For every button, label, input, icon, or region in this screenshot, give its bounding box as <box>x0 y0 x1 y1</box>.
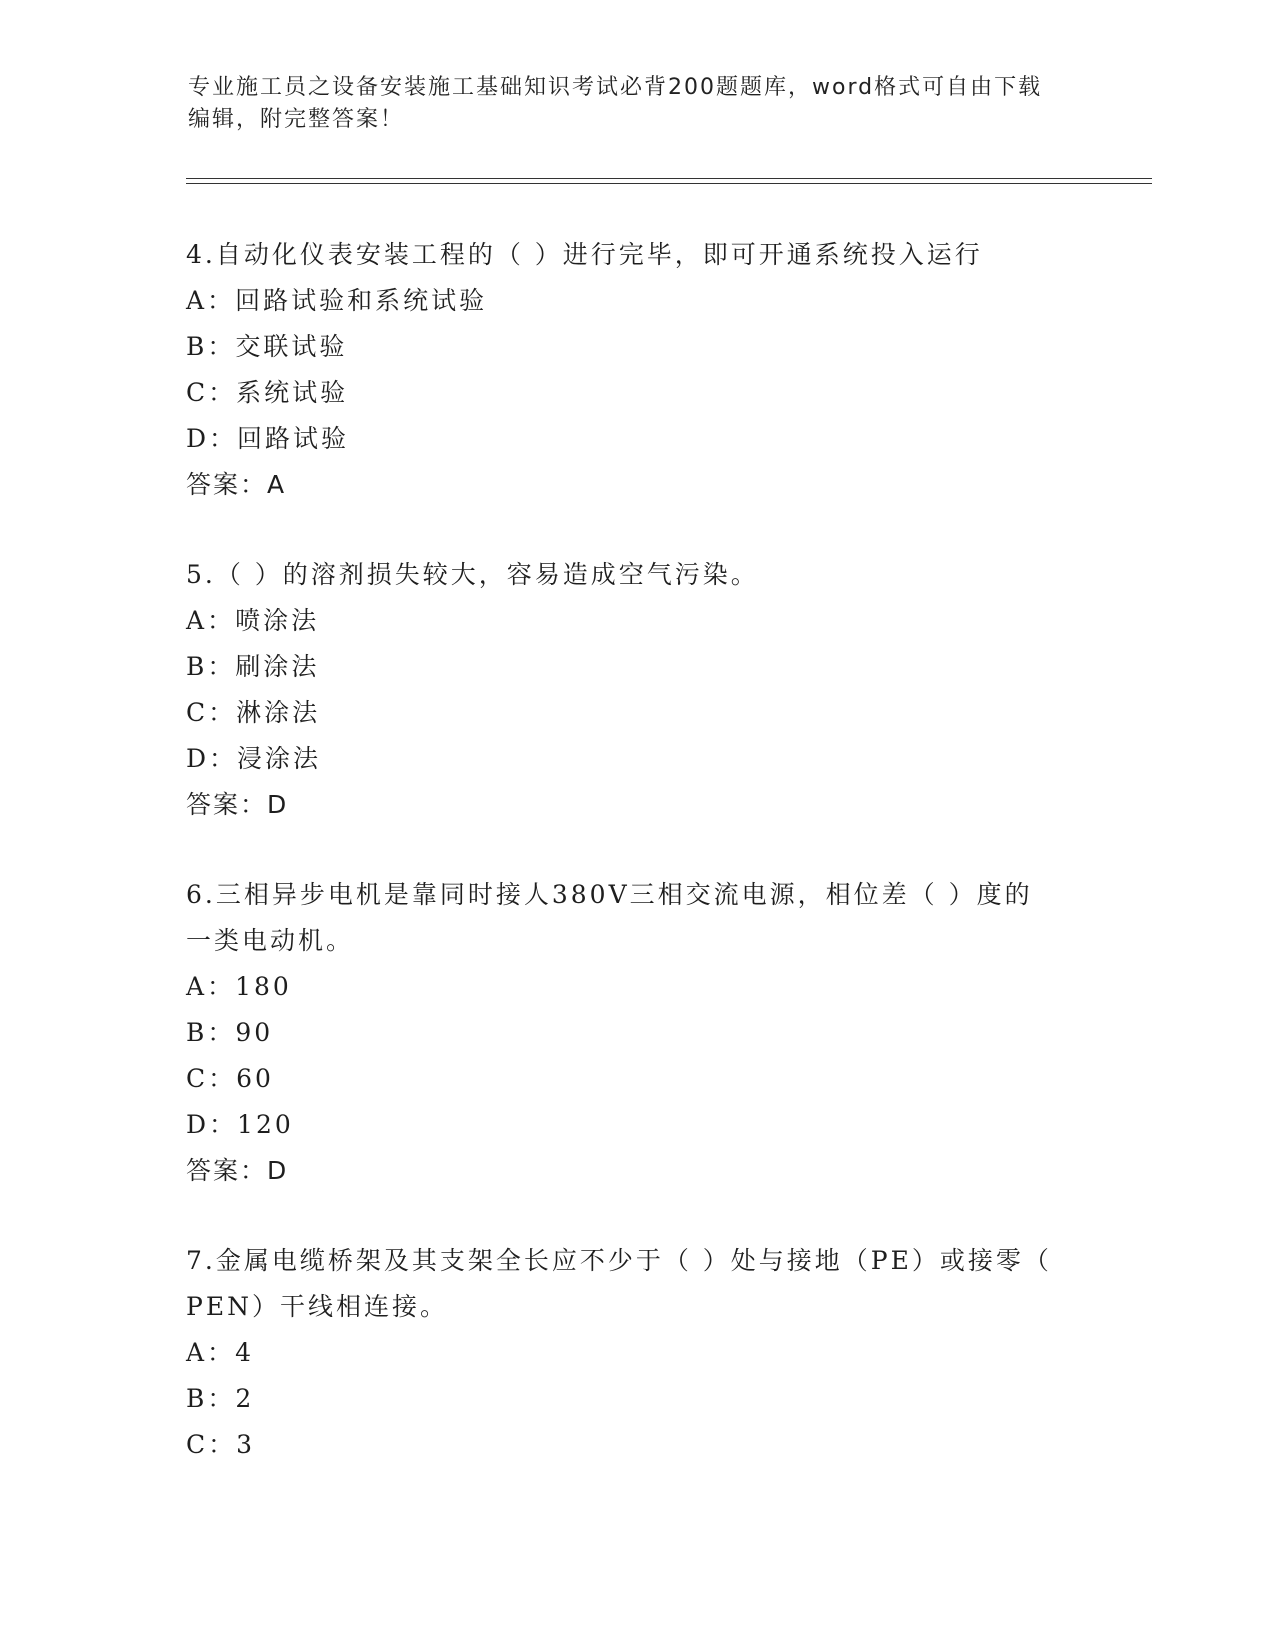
header-divider-top <box>186 178 1152 179</box>
option-text: 120 <box>237 1110 294 1139</box>
option-key: A： <box>186 286 236 315</box>
option-key: D： <box>186 744 238 773</box>
answer-line: 答案：D <box>186 790 289 819</box>
option-text: 90 <box>235 1018 274 1047</box>
question-stem-line-1: 7.金属电缆桥架及其支架全长应不少于（ ）处与接地（PE）或接零（ <box>186 1246 1052 1275</box>
option-d <box>186 736 1086 782</box>
question-stem: 4.自动化仪表安装工程的（ ）进行完毕，即可开通系统投入运行 <box>186 240 983 269</box>
question-stem: 5.（ ）的溶剂损失较大，容易造成空气污染。 <box>186 560 759 589</box>
option-text: 180 <box>235 972 292 1001</box>
option-c <box>186 1056 1086 1102</box>
option-key: C： <box>186 1430 237 1459</box>
option-key: A： <box>186 606 236 635</box>
document-header <box>188 72 1088 136</box>
option-key: C： <box>186 378 237 407</box>
option-b <box>186 1010 1086 1056</box>
option-c <box>186 690 1086 736</box>
question-5 <box>186 552 1086 828</box>
option-text: 淋涂法 <box>236 698 321 727</box>
option-key: D： <box>186 424 238 453</box>
header-title-line-1: 专业施工员之设备安装施工基础知识考试必背200题题库，word格式可自由下载 <box>188 75 1043 100</box>
question-6 <box>186 872 1086 1194</box>
option-key: B： <box>186 652 236 681</box>
header-title-line-2: 编辑，附完整答案！ <box>188 107 405 132</box>
option-text: 4 <box>235 1338 254 1367</box>
question-7 <box>186 1238 1086 1468</box>
option-a <box>186 278 1086 324</box>
option-text: 3 <box>236 1430 256 1459</box>
option-text: 回路试验 <box>237 424 350 453</box>
option-key: C： <box>186 1064 237 1093</box>
option-text: 系统试验 <box>236 378 349 407</box>
option-d <box>186 1102 1086 1148</box>
option-d <box>186 416 1086 462</box>
question-4 <box>186 232 1086 508</box>
answer-line: 答案：A <box>186 470 287 499</box>
option-key: C： <box>186 698 237 727</box>
option-c <box>186 1422 1086 1468</box>
option-key: B： <box>186 1384 236 1413</box>
option-text: 交联试验 <box>235 332 348 361</box>
option-c <box>186 370 1086 416</box>
option-key: B： <box>186 1018 236 1047</box>
option-key: B： <box>186 332 236 361</box>
question-stem-line-1: 6.三相异步电机是靠同时接人380V三相交流电源，相位差（ ）度的 <box>186 880 1033 909</box>
option-key: D： <box>186 1110 238 1139</box>
option-text: 喷涂法 <box>235 606 320 635</box>
option-key: A： <box>186 972 236 1001</box>
option-a <box>186 964 1086 1010</box>
option-a <box>186 598 1086 644</box>
header-divider-bottom <box>186 183 1152 184</box>
option-b <box>186 324 1086 370</box>
option-text: 2 <box>235 1384 255 1413</box>
option-b <box>186 644 1086 690</box>
question-stem-line-2: 一类电动机。 <box>186 926 355 955</box>
question-stem-line-2: PEN）干线相连接。 <box>186 1292 448 1321</box>
option-a <box>186 1330 1086 1376</box>
option-b <box>186 1376 1086 1422</box>
option-text: 60 <box>236 1064 274 1093</box>
option-text: 浸涂法 <box>237 744 322 773</box>
option-key: A： <box>186 1338 236 1367</box>
option-text: 回路试验和系统试验 <box>235 286 488 315</box>
answer-line: 答案：D <box>186 1156 289 1185</box>
option-text: 刷涂法 <box>235 652 320 681</box>
